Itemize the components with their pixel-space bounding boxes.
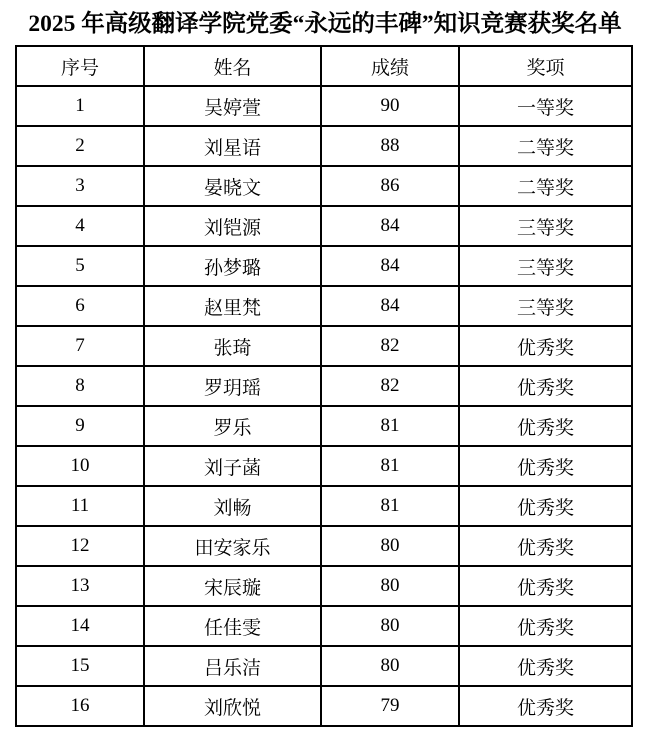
table-row — [16, 566, 632, 606]
cell-index: 6 — [16, 286, 144, 326]
cell-index: 15 — [16, 646, 144, 686]
cell-score: 81 — [321, 406, 459, 446]
cell-score: 80 — [321, 646, 459, 686]
cell-index: 13 — [16, 566, 144, 606]
cell-index: 9 — [16, 406, 144, 446]
cell-index: 12 — [16, 526, 144, 566]
cell-award: 二等奖 — [459, 126, 632, 166]
cell-score: 90 — [321, 86, 459, 126]
cell-score: 82 — [321, 326, 459, 366]
table-row — [16, 246, 632, 286]
cell-award: 优秀奖 — [459, 646, 632, 686]
column-header-score: 成绩 — [321, 46, 459, 86]
table-row — [16, 446, 632, 486]
column-header-name: 姓名 — [144, 46, 321, 86]
table-row — [16, 366, 632, 406]
table-body — [16, 86, 632, 726]
cell-name: 罗乐 — [144, 406, 321, 446]
cell-award: 优秀奖 — [459, 366, 632, 406]
cell-award: 一等奖 — [459, 86, 632, 126]
cell-score: 80 — [321, 606, 459, 646]
cell-index: 14 — [16, 606, 144, 646]
cell-index: 16 — [16, 686, 144, 726]
cell-award: 优秀奖 — [459, 686, 632, 726]
cell-award: 三等奖 — [459, 246, 632, 286]
cell-name: 刘畅 — [144, 486, 321, 526]
table-row — [16, 166, 632, 206]
cell-name: 刘星语 — [144, 126, 321, 166]
cell-award: 优秀奖 — [459, 446, 632, 486]
cell-name: 吴婷萱 — [144, 86, 321, 126]
cell-score: 84 — [321, 246, 459, 286]
cell-index: 7 — [16, 326, 144, 366]
cell-index: 8 — [16, 366, 144, 406]
table-row — [16, 86, 632, 126]
cell-score: 84 — [321, 286, 459, 326]
cell-name: 刘子菡 — [144, 446, 321, 486]
cell-award: 优秀奖 — [459, 326, 632, 366]
cell-score: 81 — [321, 486, 459, 526]
table-row — [16, 326, 632, 366]
table-row — [16, 526, 632, 566]
cell-score: 79 — [321, 686, 459, 726]
cell-score: 82 — [321, 366, 459, 406]
cell-name: 晏晓文 — [144, 166, 321, 206]
cell-score: 81 — [321, 446, 459, 486]
table-row — [16, 486, 632, 526]
table-row — [16, 606, 632, 646]
table-row — [16, 646, 632, 686]
cell-award: 优秀奖 — [459, 406, 632, 446]
cell-name: 赵里梵 — [144, 286, 321, 326]
cell-name: 孙梦璐 — [144, 246, 321, 286]
cell-award: 优秀奖 — [459, 566, 632, 606]
cell-award: 三等奖 — [459, 286, 632, 326]
cell-award: 三等奖 — [459, 206, 632, 246]
cell-score: 80 — [321, 566, 459, 606]
cell-award: 优秀奖 — [459, 526, 632, 566]
cell-award: 优秀奖 — [459, 486, 632, 526]
table-row — [16, 286, 632, 326]
column-header-index: 序号 — [16, 46, 144, 86]
table-row — [16, 686, 632, 726]
cell-index: 1 — [16, 86, 144, 126]
cell-name: 张琦 — [144, 326, 321, 366]
table-row — [16, 206, 632, 246]
document-page — [0, 5, 650, 727]
cell-score: 84 — [321, 206, 459, 246]
cell-score: 88 — [321, 126, 459, 166]
cell-name: 刘欣悦 — [144, 686, 321, 726]
cell-index: 11 — [16, 486, 144, 526]
document-title: 2025 年高级翻译学院党委“永远的丰碑”知识竞赛获奖名单 — [28, 11, 622, 37]
cell-score: 80 — [321, 526, 459, 566]
cell-name: 罗玥瑶 — [144, 366, 321, 406]
table-row — [16, 406, 632, 446]
cell-index: 2 — [16, 126, 144, 166]
awards-table — [15, 45, 633, 727]
table-row — [16, 126, 632, 166]
column-header-award: 奖项 — [459, 46, 632, 86]
cell-name: 吕乐洁 — [144, 646, 321, 686]
cell-index: 5 — [16, 246, 144, 286]
cell-index: 3 — [16, 166, 144, 206]
cell-name: 宋辰璇 — [144, 566, 321, 606]
table-header-row — [16, 46, 632, 86]
cell-award: 二等奖 — [459, 166, 632, 206]
cell-index: 4 — [16, 206, 144, 246]
cell-name: 刘铠源 — [144, 206, 321, 246]
cell-name: 任佳雯 — [144, 606, 321, 646]
cell-score: 86 — [321, 166, 459, 206]
cell-index: 10 — [16, 446, 144, 486]
cell-name: 田安家乐 — [144, 526, 321, 566]
cell-award: 优秀奖 — [459, 606, 632, 646]
